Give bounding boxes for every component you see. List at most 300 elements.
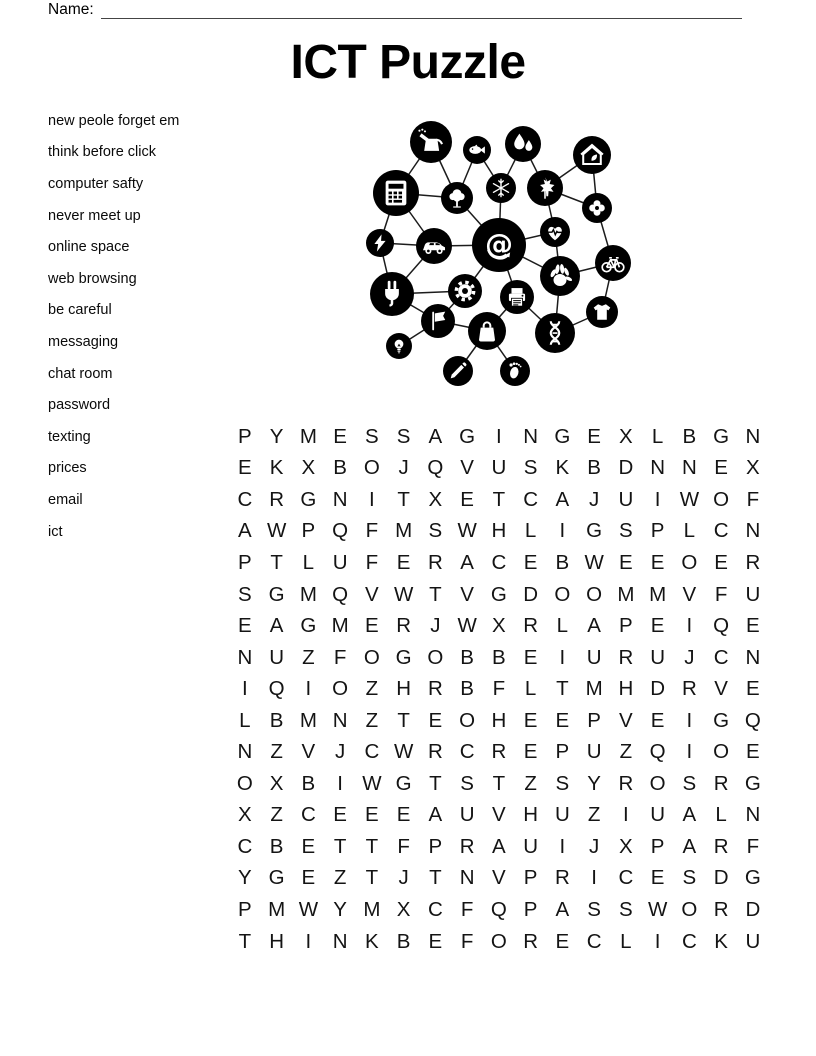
grid-letter: P — [555, 740, 570, 764]
grid-letter: J — [589, 487, 600, 511]
grid-letter: G — [300, 487, 317, 511]
grid-letter: X — [619, 834, 633, 858]
grid-letter: F — [365, 519, 379, 543]
grid-letter: R — [396, 614, 412, 638]
grid-letter: T — [397, 487, 410, 511]
grid-letter: S — [396, 424, 411, 448]
grid-letter: C — [427, 897, 443, 921]
snowflake-icon — [486, 173, 516, 203]
grid-letter: V — [492, 803, 506, 827]
grid-letter: E — [365, 614, 379, 638]
grid-letter: H — [396, 677, 412, 701]
grid-letter: F — [365, 550, 379, 574]
grid-letter: W — [584, 550, 604, 574]
grid-letter: B — [396, 929, 411, 953]
grid-letter: G — [395, 771, 412, 795]
grid-letter: K — [555, 456, 570, 480]
grid-letter: E — [396, 803, 411, 827]
grid-letter: O — [649, 771, 666, 795]
word-list-item: new peole forget em — [48, 112, 180, 129]
grid-letter: B — [682, 424, 697, 448]
grid-letter: C — [237, 487, 253, 511]
grid-letter: S — [365, 424, 379, 448]
grid-letter: T — [238, 929, 252, 953]
grid-letter: U — [586, 645, 602, 669]
grid-letter: V — [460, 456, 474, 480]
grid-letter: U — [523, 834, 539, 858]
grid-letter: I — [305, 929, 312, 953]
lightbulb-icon — [386, 333, 412, 359]
grid-letter: Y — [269, 424, 284, 448]
grid-letter: R — [713, 897, 729, 921]
grid-letter: E — [555, 708, 570, 732]
word-search-grid — [229, 421, 769, 957]
grid-letter: L — [683, 519, 696, 543]
grid-letter: G — [744, 771, 761, 795]
grid-letter: N — [681, 456, 697, 480]
grid-letter: I — [654, 929, 661, 953]
word-list-item: texting — [48, 428, 91, 445]
grid-letter: E — [301, 834, 316, 858]
word-list-item: ict — [48, 523, 63, 540]
grid-letter: Z — [333, 866, 347, 890]
grid-letter: A — [428, 424, 443, 448]
grid-letter: Y — [333, 897, 347, 921]
grid-letter: X — [301, 456, 316, 480]
grid-letter: S — [428, 519, 443, 543]
grid-letter: S — [682, 771, 697, 795]
grid-letter: A — [428, 803, 443, 827]
grid-letter: U — [586, 740, 602, 764]
grid-letter: E — [650, 614, 665, 638]
grid-letter: N — [745, 519, 761, 543]
grid-letter: U — [554, 803, 570, 827]
grid-letter: E — [714, 456, 728, 480]
grid-letter: P — [301, 519, 316, 543]
grid-letter: M — [363, 897, 381, 921]
grid-letter: W — [457, 614, 477, 638]
grid-letter: T — [365, 866, 379, 890]
grid-letter: T — [556, 677, 569, 701]
grid-letter: S — [238, 582, 252, 606]
grid-letter: J — [335, 740, 346, 764]
grid-letter: X — [428, 487, 443, 511]
grid-letter: Q — [490, 897, 507, 921]
grid-letter: R — [523, 614, 539, 638]
grid-letter: R — [269, 487, 285, 511]
grid-letter: N — [237, 645, 253, 669]
grid-letter: I — [686, 614, 693, 638]
grid-letter: E — [333, 424, 347, 448]
grid-letter: X — [746, 456, 760, 480]
grid-letter: Y — [587, 771, 601, 795]
grid-letter: K — [714, 929, 728, 953]
grid-letter: E — [555, 929, 570, 953]
grid-letter: O — [713, 487, 730, 511]
grid-letter: I — [686, 708, 693, 732]
grid-letter: C — [681, 929, 697, 953]
grid-letter: P — [587, 708, 601, 732]
grid-letter: J — [398, 866, 409, 890]
grid-letter: I — [559, 519, 566, 543]
grid-letter: V — [365, 582, 379, 606]
grid-letter: S — [619, 897, 633, 921]
grid-letter: G — [554, 424, 571, 448]
handprint-icon — [540, 256, 580, 296]
grid-letter: R — [618, 645, 634, 669]
grid-letter: O — [427, 645, 444, 669]
grid-letter: H — [491, 519, 507, 543]
grid-letter: R — [427, 550, 443, 574]
name-blank-line — [101, 0, 742, 19]
grid-letter: A — [555, 487, 570, 511]
grid-letter: S — [682, 866, 697, 890]
grid-letter: G — [713, 424, 730, 448]
grid-letter: R — [618, 771, 634, 795]
grid-letter: I — [654, 487, 661, 511]
grid-letter: P — [650, 519, 665, 543]
grid-letter: E — [301, 866, 316, 890]
grid-letter: U — [491, 456, 507, 480]
ict-network-graphic — [355, 108, 650, 403]
grid-letter: G — [459, 424, 476, 448]
grid-letter: U — [332, 550, 348, 574]
grid-letter: V — [682, 582, 697, 606]
grid-letter: L — [651, 424, 664, 448]
grid-letter: T — [429, 582, 442, 606]
grid-letter: I — [559, 834, 566, 858]
grid-letter: U — [459, 803, 475, 827]
grid-letter: E — [650, 708, 665, 732]
grid-letter: Z — [365, 677, 379, 701]
water-drops-icon — [505, 126, 541, 162]
tree-icon — [441, 182, 473, 214]
grid-letter: X — [269, 771, 284, 795]
grid-letter: R — [459, 834, 475, 858]
grid-letter: N — [745, 424, 761, 448]
grid-letter: A — [555, 897, 570, 921]
grid-letter: Q — [427, 456, 444, 480]
grid-letter: U — [269, 645, 285, 669]
grid-letter: V — [460, 582, 474, 606]
grid-letter: P — [650, 834, 665, 858]
grid-letter: A — [238, 519, 252, 543]
grid-letter: E — [587, 424, 601, 448]
grid-letter: R — [681, 677, 697, 701]
grid-letter: Z — [270, 740, 283, 764]
grid-letter: Q — [744, 708, 761, 732]
electric-car-icon — [416, 228, 452, 264]
grid-letter: R — [427, 740, 443, 764]
grid-letter: Z — [270, 803, 283, 827]
grid-letter: C — [586, 929, 602, 953]
grid-letter: X — [238, 803, 252, 827]
grid-letter: M — [331, 614, 349, 638]
grid-letter: S — [587, 897, 601, 921]
grid-letter: E — [650, 866, 665, 890]
pencil-icon — [443, 356, 473, 386]
grid-letter: P — [238, 424, 252, 448]
grid-letter: W — [393, 582, 414, 606]
grid-letter: J — [589, 834, 600, 858]
grid-letter: E — [523, 645, 538, 669]
grid-letter: E — [746, 677, 760, 701]
word-list-item: prices — [48, 460, 87, 477]
word-list-item: computer safty — [48, 175, 144, 192]
grid-letter: G — [395, 645, 412, 669]
grid-letter: P — [619, 614, 633, 638]
dna-icon — [535, 313, 575, 353]
grid-letter: L — [556, 614, 569, 638]
grid-letter: D — [618, 456, 634, 480]
grid-letter: N — [332, 487, 348, 511]
grid-letter: O — [490, 929, 507, 953]
grid-letter: E — [650, 550, 665, 574]
grid-letter: B — [460, 677, 474, 701]
grid-letter: F — [460, 897, 474, 921]
grid-letter: T — [397, 708, 410, 732]
grid-letter: A — [682, 834, 697, 858]
grid-letter: F — [714, 582, 728, 606]
grid-letter: F — [397, 834, 410, 858]
grid-letter: E — [428, 929, 443, 953]
grid-letter: E — [523, 550, 538, 574]
grid-letter: U — [745, 582, 761, 606]
grid-letter: Z — [587, 803, 601, 827]
grid-letter: O — [586, 582, 603, 606]
word-list — [48, 105, 179, 547]
grid-letter: E — [238, 456, 252, 480]
grid-letter: I — [559, 645, 566, 669]
grid-letter: T — [333, 834, 347, 858]
grid-letter: M — [299, 582, 317, 606]
printer-icon — [500, 280, 534, 314]
grid-letter: U — [650, 803, 666, 827]
at-sign-icon — [472, 218, 526, 272]
grid-letter: C — [364, 740, 380, 764]
grid-letter: O — [459, 708, 476, 732]
calculator-icon — [373, 170, 419, 216]
grid-letter: W — [457, 519, 477, 543]
grid-letter: W — [393, 740, 414, 764]
grid-letter: U — [650, 645, 666, 669]
grid-letter: B — [460, 645, 474, 669]
word-list-item: messaging — [48, 333, 119, 350]
tshirt-icon — [586, 296, 618, 328]
grid-letter: E — [523, 708, 538, 732]
grid-letter: M — [585, 677, 603, 701]
grid-letter: A — [682, 803, 697, 827]
grid-letter: B — [492, 645, 506, 669]
name-label: Name: — [48, 1, 94, 18]
grid-letter: I — [369, 487, 375, 511]
grid-letter: H — [269, 929, 285, 953]
grid-letter: I — [686, 740, 693, 764]
grid-letter: A — [587, 614, 601, 638]
grid-letter: K — [269, 456, 284, 480]
grid-letter: J — [430, 614, 441, 638]
grid-letter: C — [713, 519, 729, 543]
grid-letter: S — [555, 771, 570, 795]
watering-can-icon — [410, 121, 452, 163]
grid-letter: R — [713, 771, 729, 795]
grid-letter: T — [492, 771, 506, 795]
name-row — [48, 0, 742, 19]
grid-letter: N — [523, 424, 539, 448]
grid-letter: G — [713, 708, 730, 732]
grid-letter: I — [305, 677, 312, 701]
grid-letter: T — [429, 771, 442, 795]
grid-letter: C — [459, 740, 475, 764]
grid-letter: N — [745, 803, 761, 827]
grid-letter: C — [523, 487, 539, 511]
grid-letter: T — [270, 550, 283, 574]
grid-letter: A — [460, 550, 474, 574]
grid-letter: L — [302, 550, 315, 574]
grid-letter: G — [490, 582, 507, 606]
grid-letter: L — [524, 519, 537, 543]
grid-letter: E — [619, 550, 633, 574]
grid-letter: L — [239, 708, 251, 732]
grid-letter: X — [492, 614, 506, 638]
word-list-item: password — [48, 397, 111, 414]
grid-letter: M — [649, 582, 667, 606]
grid-letter: W — [647, 897, 668, 921]
grid-letter: P — [428, 834, 443, 858]
fish-icon — [463, 136, 491, 164]
grid-letter: O — [681, 550, 698, 574]
grid-letter: C — [237, 834, 253, 858]
grid-letter: M — [617, 582, 635, 606]
flag-icon — [421, 304, 455, 338]
grid-letter: M — [299, 708, 317, 732]
grid-letter: I — [623, 803, 629, 827]
clover-icon — [582, 193, 612, 223]
grid-letter: V — [301, 740, 316, 764]
grid-letter: W — [679, 487, 700, 511]
grid-letter: Y — [238, 866, 252, 890]
grid-letter: E — [714, 550, 728, 574]
grid-letter: E — [333, 803, 347, 827]
grid-letter: G — [300, 614, 317, 638]
plug-icon — [370, 272, 414, 316]
grid-letter: P — [523, 866, 538, 890]
grid-letter: B — [333, 456, 347, 480]
lightning-icon — [366, 229, 394, 257]
grid-letter: P — [238, 550, 252, 574]
grid-letter: E — [396, 550, 411, 574]
grid-letter: M — [268, 897, 286, 921]
grid-letter: L — [715, 803, 727, 827]
word-list-item: online space — [48, 239, 130, 256]
grid-letter: L — [524, 677, 537, 701]
grid-letter: E — [460, 487, 474, 511]
grid-letter: S — [460, 771, 474, 795]
footprint-icon — [500, 356, 530, 386]
grid-letter: N — [459, 866, 475, 890]
grid-letter: Q — [713, 614, 730, 638]
grid-letter: B — [587, 456, 601, 480]
grid-letter: Z — [365, 708, 379, 732]
grid-letter: D — [523, 582, 539, 606]
grid-letter: F — [333, 645, 347, 669]
grid-letter: H — [618, 677, 634, 701]
grid-letter: R — [427, 677, 443, 701]
grid-letter: R — [523, 929, 539, 953]
grid-letter: X — [619, 424, 633, 448]
grid-letter: R — [554, 866, 570, 890]
word-list-item: be careful — [48, 302, 112, 319]
grid-letter: W — [298, 897, 319, 921]
grid-letter: H — [523, 803, 539, 827]
grid-letter: E — [365, 803, 379, 827]
bicycle-icon — [595, 245, 631, 281]
grid-letter: P — [238, 897, 252, 921]
word-list-item: never meet up — [48, 207, 141, 224]
grid-letter: O — [363, 456, 380, 480]
grid-letter: N — [237, 740, 253, 764]
word-list-item: email — [48, 491, 83, 508]
grid-letter: E — [428, 708, 443, 732]
grid-letter: C — [618, 866, 634, 890]
grid-letter: Q — [649, 740, 666, 764]
grid-letter: B — [555, 550, 570, 574]
grid-letter: V — [714, 677, 728, 701]
grid-letter: O — [554, 582, 571, 606]
grid-letter: G — [586, 519, 603, 543]
grid-letter: U — [618, 487, 634, 511]
grid-letter: M — [299, 424, 317, 448]
grid-letter: M — [395, 519, 413, 543]
grid-letter: I — [337, 771, 343, 795]
word-list-item: web browsing — [48, 270, 137, 287]
grid-letter: P — [523, 897, 538, 921]
grid-letter: O — [332, 677, 349, 701]
grid-letter: C — [491, 550, 507, 574]
grid-letter: D — [745, 897, 761, 921]
grid-letter: L — [620, 929, 632, 953]
grid-letter: I — [496, 424, 502, 448]
gear-icon — [448, 274, 482, 308]
heart-pulse-icon — [540, 217, 570, 247]
grid-letter: I — [591, 866, 597, 890]
grid-letter: T — [492, 487, 506, 511]
grid-letter: O — [236, 771, 253, 795]
grid-letter: B — [269, 834, 284, 858]
grid-letter: E — [746, 740, 760, 764]
grid-letter: Q — [332, 582, 349, 606]
grid-letter: O — [363, 645, 380, 669]
grid-letter: J — [684, 645, 695, 669]
grid-letter: E — [523, 740, 538, 764]
grid-letter: D — [713, 866, 729, 890]
grid-letter: D — [650, 677, 666, 701]
grid-letter: F — [460, 929, 474, 953]
grid-letter: X — [396, 897, 411, 921]
grid-letter: Z — [302, 645, 315, 669]
grid-letter: Z — [619, 740, 633, 764]
grid-letter: S — [619, 519, 633, 543]
puzzle-title: ICT Puzzle — [290, 36, 526, 89]
grid-letter: N — [650, 456, 666, 480]
grid-letter: K — [365, 929, 379, 953]
grid-letter: V — [492, 866, 506, 890]
grid-letter: N — [332, 708, 348, 732]
grid-letter: R — [713, 834, 729, 858]
eco-house-icon — [573, 136, 611, 174]
grid-letter: I — [242, 677, 248, 701]
grid-letter: C — [300, 803, 316, 827]
